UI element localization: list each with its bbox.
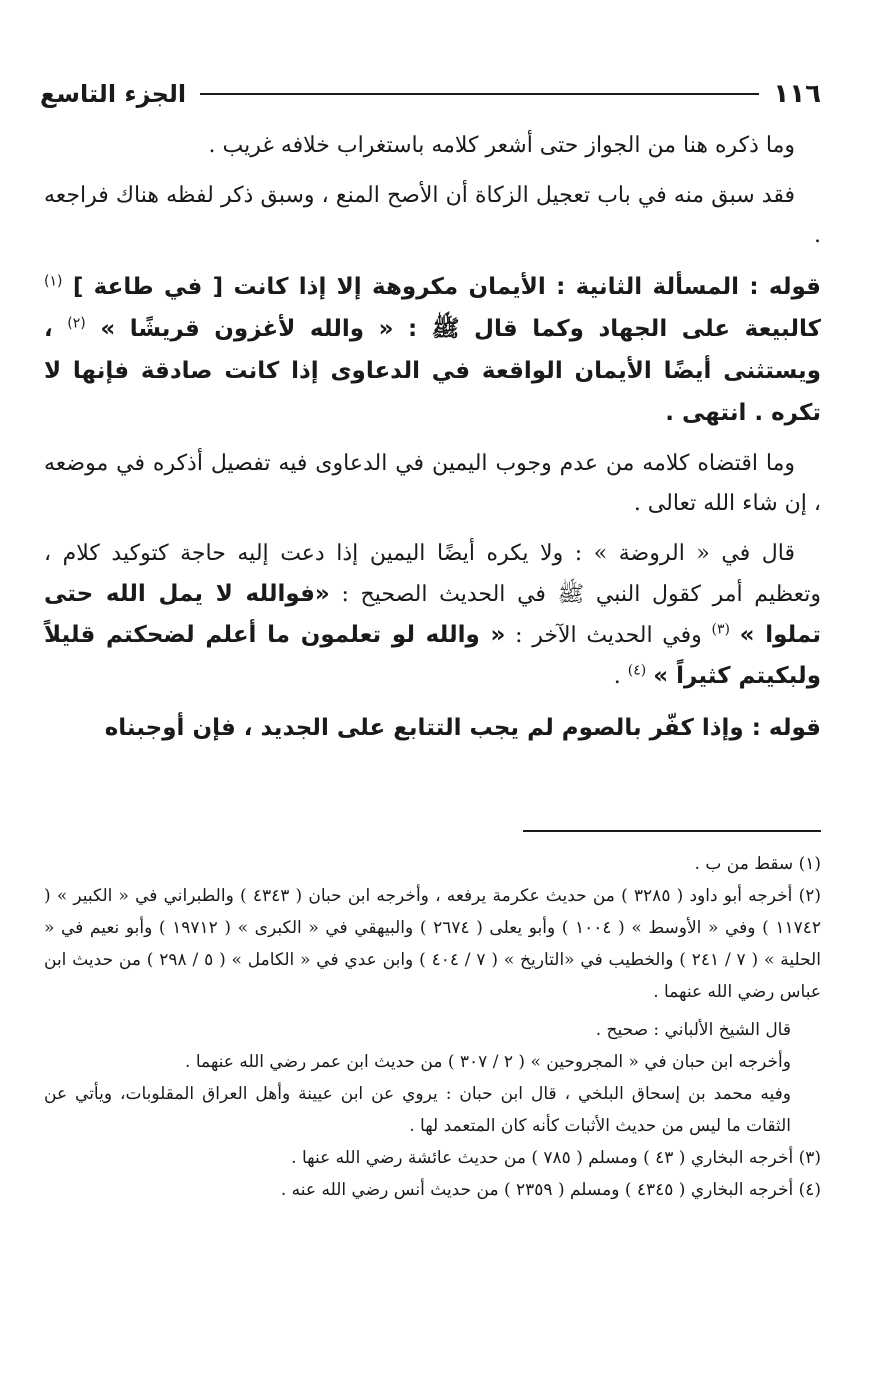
paragraph-3-part-1: قوله : المسألة الثانية : الأيمان مكروهة إلا إذا كانت [ في طاعة ] xyxy=(72,274,821,300)
footnote-ref-4: (٤) xyxy=(627,662,647,679)
paragraph-3-quote xyxy=(44,266,821,434)
part-title: الجزء التاسع xyxy=(40,80,187,108)
footnote-ref-1: (١) xyxy=(44,273,63,290)
footnote-ref-2: (٢) xyxy=(67,315,86,332)
paragraph-3-part-3: ، ويستثنى أيضًا الأيمان الواقعة في الدعاوى إذا كانت صادقة فإنها لا تكره . انتهى . xyxy=(44,316,821,426)
footnotes xyxy=(44,848,821,1206)
footnote-1: (١) سقط من ب . xyxy=(694,854,821,874)
main-text xyxy=(44,126,821,759)
footnote-2-additional-source: وأخرجه ابن حبان في « المجروحين » ( ٢ / ٣٠٧ ) من حديث ابن عمر رضي الله عنهما . xyxy=(185,1052,791,1072)
hadith-quote-1: «فوالله لا يمل الله حتى تملوا » xyxy=(44,581,821,648)
paragraph-5-part-2: وفي الحديث الآخر : xyxy=(515,623,702,648)
paragraph-5 xyxy=(44,534,821,697)
header-rule xyxy=(200,93,759,95)
footnote-3: (٣) أخرجه البخاري ( ٤٣ ) ومسلم ( ٧٨٥ ) من حديث عائشة رضي الله عنها . xyxy=(291,1148,821,1168)
paragraph-6-quote: قوله : وإذا كفّر بالصوم لم يجب التتابع على الجديد ، فإن أوجبناه xyxy=(104,715,821,741)
paragraph-3-part-2: كالبيعة على الجهاد وكما قال ﷺ : « والله لأغزون قريشًا » xyxy=(100,316,822,342)
paragraph-4: وما اقتضاه كلامه من عدم وجوب اليمين في الدعاوى فيه تفصيل أذكره في موضعه ، إن شاء الله تعالى . xyxy=(44,451,821,516)
paragraph-5-part-1: قال في « الروضة » : ولا يكره أيضًا اليمين إذا دعت إليه حاجة كتوكيد كلام ، وتعظيم أمر كقول النبي ﷺ في الحديث الصحيح : xyxy=(44,541,821,607)
footnote-4: (٤) أخرجه البخاري ( ٤٣٤٥ ) ومسلم ( ٢٣٥٩ ) من حديث أنس رضي الله عنه . xyxy=(280,1180,821,1200)
paragraph-2: فقد سبق منه في باب تعجيل الزكاة أن الأصح المنع ، وسبق ذكر لفظه هناك فراجعه . xyxy=(44,183,821,248)
footnote-2-grading: قال الشيخ الألباني : صحيح . xyxy=(595,1020,791,1040)
footnote-2: (٢) أخرجه أبو داود ( ٣٢٨٥ ) من حديث عكرمة يرفعه ، وأخرجه ابن حبان ( ٤٣٤٣ ) والطبراني في « الكبير » ( ١١٧٤٢ ) وفي « الأوسط » ( ١٠٠٤ ) وأبو يعلى ( ٢٦٧٤ ) والبيهقي في « الكبرى » ( ١٩٧١٢ ) وأبو نعيم في « الحلية » ( ٧ / ٢٤١ ) والخطيب في «التاريخ » ( ٧ / ٤٠٤ ) وابن عدي في « الكامل » ( ٥ / ٢٩٨ ) من حديث ابن عباس رضي الله عنهما . xyxy=(44,886,821,1002)
footnote-separator xyxy=(523,830,821,832)
footnote-2-narrator-note: وفيه محمد بن إسحاق البلخي ، قال ابن حبان : يروي عن ابن عيينة وأهل العراق المقلوبات، ويأتي عن الثقات ما ليس من حديث الأثبات كأنه كان المتعمد لها . xyxy=(44,1084,791,1136)
paragraph-1: وما ذكره هنا من الجواز حتى أشعر كلامه باستغراب خلافه غريب . xyxy=(208,133,795,158)
page-number: ١١٦ xyxy=(773,79,821,109)
paragraph-5-part-3: . xyxy=(613,664,621,689)
hadith-quote-2: « والله لو تعلمون ما أعلم لضحكتم قليلاً ولبكيتم كثيراً » xyxy=(44,622,821,689)
page-header xyxy=(40,72,821,116)
footnote-ref-3: (٣) xyxy=(711,621,730,638)
